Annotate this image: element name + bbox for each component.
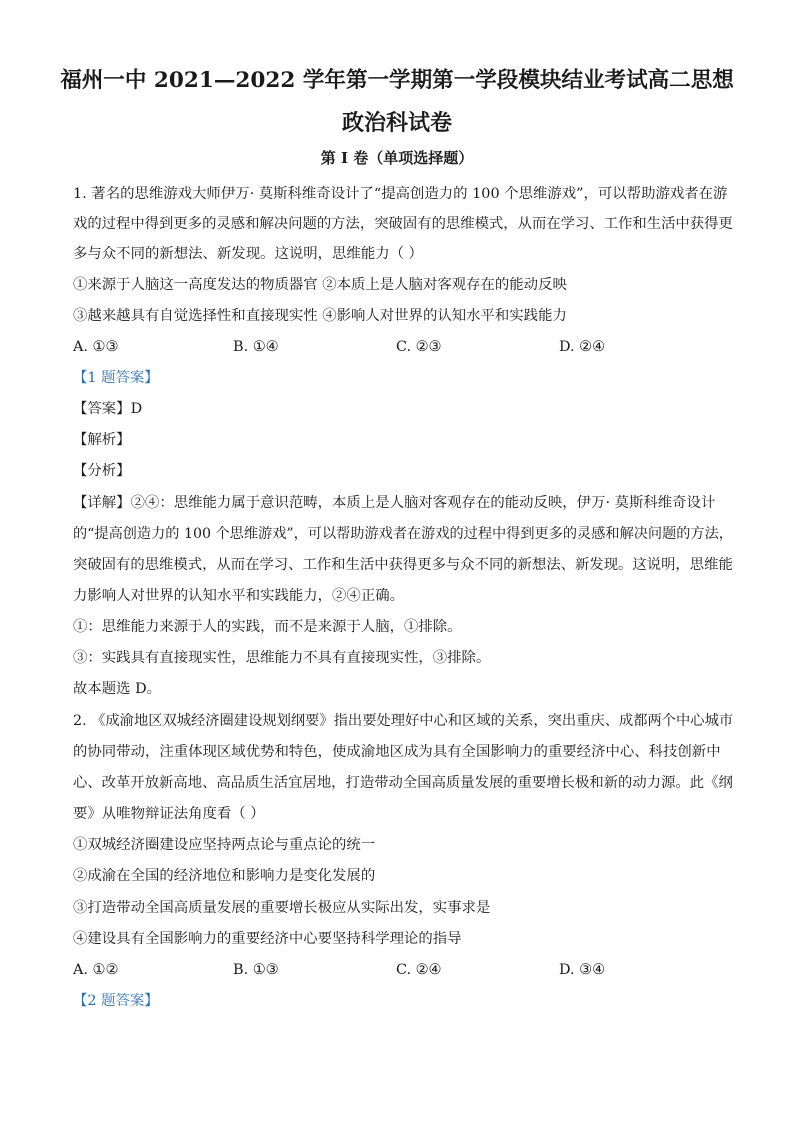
section-title: 第 I 卷（单项选择题） [320,149,474,167]
exam-title-line2: 政治科试卷 [341,110,452,136]
q2-stem-line: 的协同带动，注重体现区域优势和特色，使成渝地区成为具有全国影响力的重要经济中心、科技创新中 [73,744,721,760]
q2-option-b: B. ①③ [233,962,279,978]
q2-statement: ②成渝在全国的经济地位和影响力是变化发展的 [73,868,376,884]
q1-statement: ①来源于人脑这一高度发达的物质器官 ②本质上是人脑对客观存在的能动反映 [73,277,567,293]
q2-stem-line: 心、改革开放新高地、高品质生活宜居地，打造带动全国高质量发展的重要增长极和新的动力源。此《纲 [73,775,733,791]
q1-detail-line: ③：实践具有直接现实性，思维能力不具有直接现实性，③排除。 [73,650,491,666]
q2-answer-header: 【2 题答案】 [73,993,159,1009]
q2-stem-line: 要》从唯物辩证法角度看（ ） [73,806,265,822]
q1-detail-line: 的“提高创造力的 100 个思维游戏”，可以帮助游戏者在游戏的过程中得到更多的灵感和解决问题的方法， [73,526,733,542]
q1-option-b: B. ①④ [233,339,279,355]
q2-options [73,960,733,980]
q1-answer: 【答案】D [73,401,143,417]
q1-option-a: A. ①③ [73,339,119,355]
q1-detail-line: 力影响人对世界的认知水平和实践能力，②④正确。 [73,588,404,604]
q1-option-c: C. ②③ [396,339,442,355]
q1-jiexi-label: 【解析】 [73,432,131,448]
q1-options [73,337,733,357]
q1-statement: ③越来越具有自觉选择性和直接现实性 ④影响人对世界的认知水平和实践能力 [73,308,567,324]
q1-detail-line: 突破固有的思维模式，从而在学习、工作和生活中获得更多与众不同的新想法、新发现。这说明，思维能 [73,557,733,573]
q2-option-c: C. ②④ [396,962,442,978]
q1-option-d: D. ②④ [559,339,605,355]
q1-detail-line: ①：思维能力来源于人的实践，而不是来源于人脑，①排除。 [73,619,462,635]
exam-title-line1: 福州一中 2021—2022 学年第一学期第一学段模块结业考试高二思想 [60,68,734,93]
q1-answer-header: 【1 题答案】 [73,370,159,386]
q1-stem-line: 戏的过程中得到更多的灵感和解决问题的方法，突破固有的思维模式，从而在学习、工作和生活中获得更 [73,216,733,232]
q2-statement: ③打造带动全国高质量发展的重要增长极应从实际出发，实事求是 [73,900,491,916]
q2-stem-line: 2. 《成渝地区双城经济圈建设规划纲要》指出要处理好中心和区域的关系，突出重庆、成都两个中心城市 [73,713,734,729]
q2-statement: ④建设具有全国影响力的重要经济中心要坚持科学理论的指导 [73,931,462,947]
q1-detail-line: 【详解】②④：思维能力属于意识范畴，本质上是人脑对客观存在的能动反映，伊万· 莫斯科维奇设计 [73,495,716,511]
q1-stem-line: 多与众不同的新想法、新发现。这说明，思维能力（ ） [73,246,423,262]
q2-option-d: D. ③④ [559,962,605,978]
q1-stem-line: 1. 著名的思维游戏大师伊万· 莫斯科维奇设计了“提高创造力的 100 个思维游戏”，可以帮助游戏者在游 [73,186,728,202]
q2-option-a: A. ①② [73,962,119,978]
q1-detail-line: 故本题选 D。 [73,681,162,697]
q2-statement: ①双城经济圈建设应坚持两点论与重点论的统一 [73,837,376,853]
q1-fenxi-label: 【分析】 [73,463,131,479]
